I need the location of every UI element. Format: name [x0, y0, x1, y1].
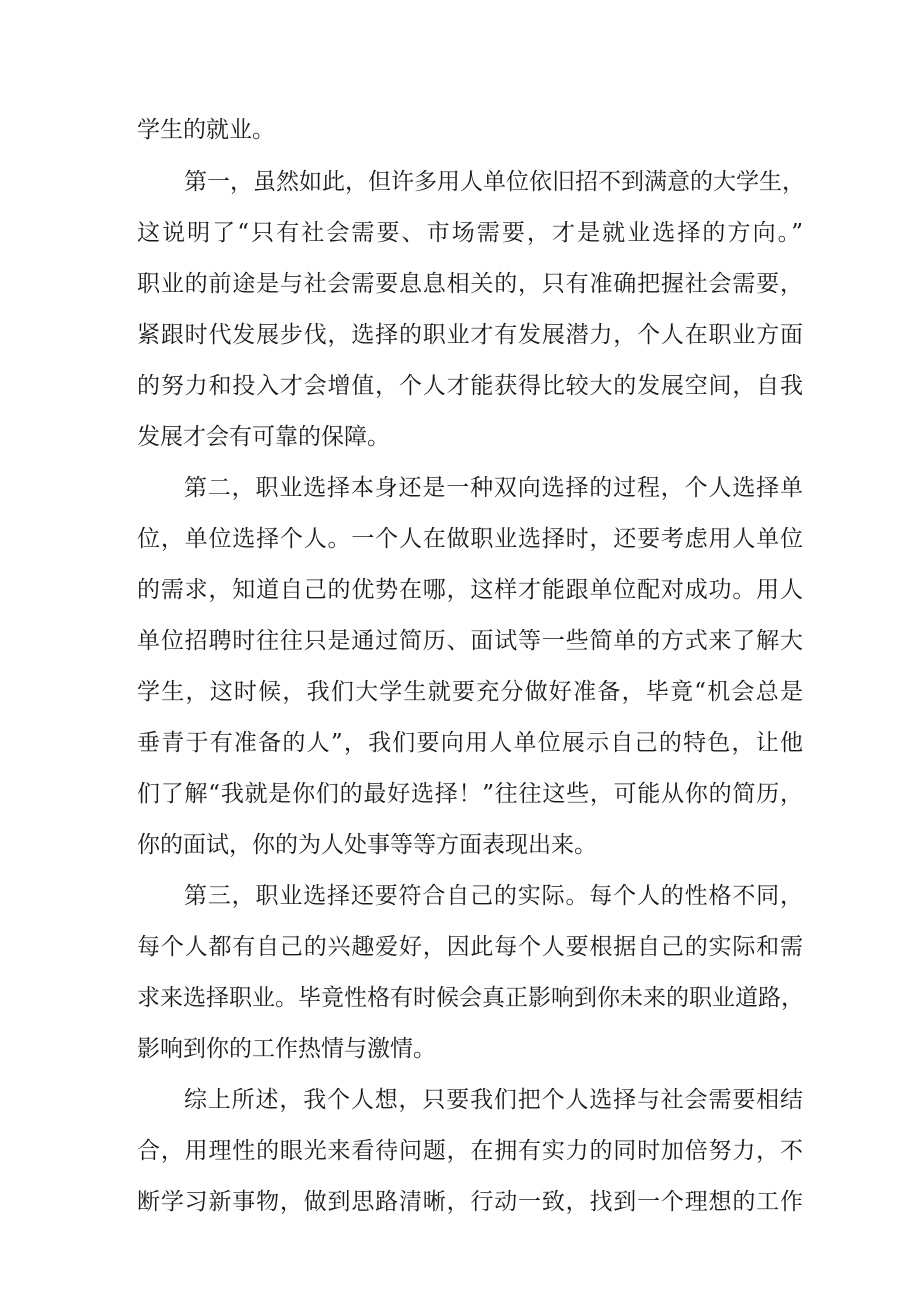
paragraph-line: 影响到你的工作热情与激情。	[137, 1036, 436, 1062]
paragraph-first-line: 第二，职业选择本身还是一种双向选择的过程，个人选择单	[184, 475, 803, 501]
paragraph-line: 单位招聘时往往只是通过简历、面试等一些简单的方式来了解大	[137, 628, 803, 654]
paragraph-line: 的努力和投入才会增值，个人才能获得比较大的发展空间，自我	[137, 373, 803, 399]
paragraph-line: 求来选择职业。毕竟性格有时候会真正影响到你未来的职业道路，	[137, 985, 804, 1011]
paragraph-line: 断学习新事物，做到思路清晰，行动一致，找到一个理想的工作	[137, 1189, 803, 1215]
paragraph-line: 位，单位选择个人。一个人在做职业选择时，还要考虑用人单位	[137, 526, 803, 552]
paragraph-line: 每个人都有自己的兴趣爱好，因此每个人要根据自己的实际和需	[137, 934, 803, 960]
paragraph-line: 合，用理性的眼光来看待问题，在拥有实力的同时加倍努力，不	[137, 1138, 803, 1164]
paragraph-first-line: 第三，职业选择还要符合自己的实际。每个人的性格不同，	[184, 883, 803, 909]
paragraph-first-line: 第一，虽然如此，但许多用人单位依旧招不到满意的大学生，	[184, 169, 805, 195]
paragraph-line: 学生，这时候，我们大学生就要充分做好准备，毕竟“机会总是	[137, 679, 803, 705]
paragraph-first-line: 综上所述，我个人想，只要我们把个人选择与社会需要相结	[184, 1087, 803, 1113]
paragraph-line: 学生的就业。	[137, 117, 275, 143]
paragraph-line: 们了解“我就是你们的最好选择！”往往这些，可能从你的简历，	[137, 781, 803, 807]
paragraph-line: 发展才会有可靠的保障。	[137, 424, 390, 450]
paragraph-line: 职业的前途是与社会需要息息相关的，只有准确把握社会需要，	[137, 271, 803, 297]
paragraph-line: 垂青于有准备的人”，我们要向用人单位展示自己的特色，让他	[137, 730, 803, 756]
paragraph-line: 这说明了“只有社会需要、市场需要，才是就业选择的方向。”	[137, 220, 803, 246]
paragraph-line: 紧跟时代发展步伐，选择的职业才有发展潜力，个人在职业方面	[137, 322, 803, 348]
paragraph-line: 你的面试，你的为人处事等等方面表现出来。	[137, 832, 597, 858]
paragraph-line: 的需求，知道自己的优势在哪，这样才能跟单位配对成功。用人	[137, 577, 803, 603]
